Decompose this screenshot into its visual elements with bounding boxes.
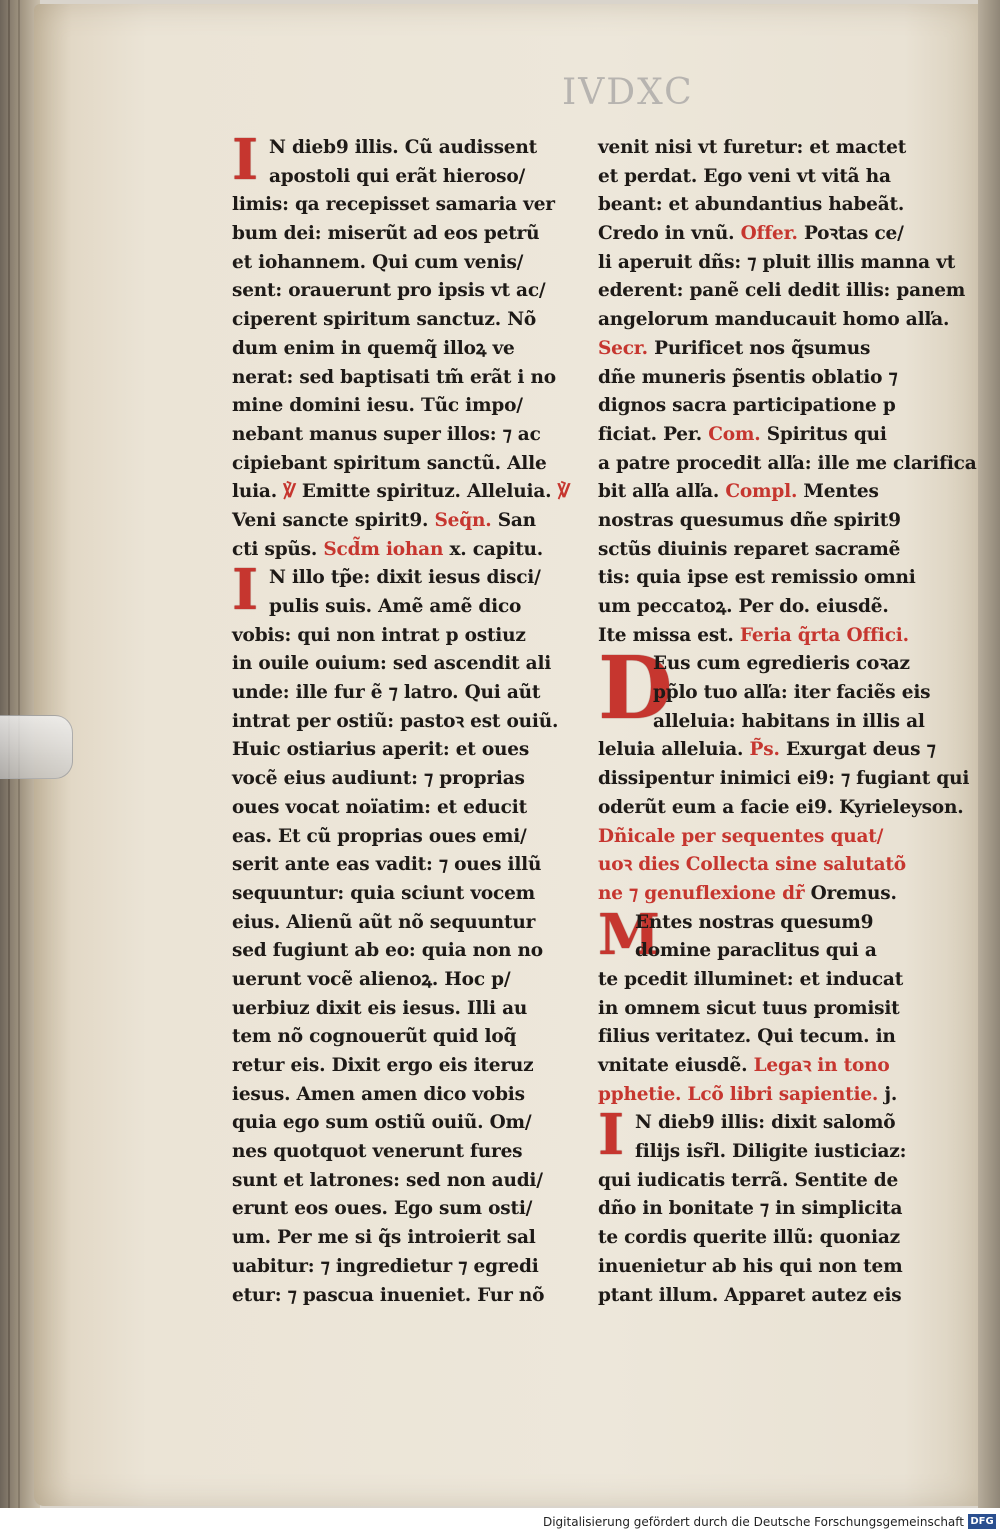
body-text: dissipentur inimici ei9: ⁊ fugiant qui (598, 768, 970, 790)
body-text: sctũs diuinis reparet sacramẽ (598, 538, 901, 560)
body-text: etur: ⁊ pascua inueniet. Fur nõ (232, 1284, 545, 1306)
text-line (232, 622, 572, 651)
text-line (232, 1052, 572, 1081)
text-line (232, 1224, 572, 1253)
body-text: Mentes (797, 481, 879, 503)
text-line (598, 163, 938, 192)
text-line (598, 1052, 938, 1081)
text-line (232, 679, 572, 708)
text-line (232, 880, 572, 909)
text-column-left (232, 127, 572, 1310)
text-line (232, 450, 572, 479)
text-line (232, 1282, 572, 1311)
body-text: vnitate eiusdẽ. (598, 1055, 754, 1076)
body-text: te cordis querite illũ: quoniaz (598, 1227, 900, 1249)
body-text: qui iudicatis terrã. Sentite de (598, 1169, 899, 1191)
text-line (232, 708, 572, 737)
text-line (232, 1195, 572, 1224)
body-text: x. capitu. (443, 538, 544, 560)
page-marker-tab (0, 715, 73, 779)
text-line (232, 220, 572, 249)
text-line (232, 593, 572, 622)
body-text: eius. Alienũ aũt nõ sequuntur (232, 911, 536, 933)
body-text: serit ante eas vadit: ⁊ oues illũ (232, 854, 542, 876)
body-text: et iohannem. Qui cum venis/ (232, 251, 524, 273)
text-line (232, 249, 572, 278)
text-line (598, 392, 938, 421)
body-text: dñe muneris p̃sentis oblatio ⁊ (598, 366, 898, 388)
drop-initial: I (232, 127, 259, 193)
body-text: tis: quia ipse est remissio omni (598, 567, 916, 589)
rubric-text: P̃s. (749, 739, 780, 761)
text-line (232, 650, 572, 679)
text-line (232, 191, 572, 220)
text-line (598, 937, 938, 966)
body-text: dño in bonitate ⁊ in simplicita (598, 1198, 903, 1220)
body-text: filius veritatez. Qui tecum. in (598, 1026, 896, 1048)
rubric-text: Offer. (740, 223, 798, 245)
text-line (598, 794, 964, 823)
body-text: alleluia: habitans in illis al (653, 710, 925, 732)
body-text: dignos sacra participatione p (598, 395, 896, 417)
text-line (232, 392, 572, 421)
body-text: cti spũs. (232, 538, 324, 560)
text-line (598, 622, 938, 651)
body-text: cipiebant spiritum sanctũ. Alle (232, 452, 547, 474)
body-text: j. (878, 1083, 898, 1105)
text-line (598, 277, 966, 306)
body-text: venit nisi vt furetur: et mactet (598, 137, 907, 158)
body-text: Emitte spirituz. Alleluia. (295, 481, 558, 503)
body-text: bum dei: miserũt ad eos petrũ (232, 223, 540, 245)
text-line (232, 823, 572, 852)
body-text: Eus cum egredieris coꝛaz (653, 653, 910, 675)
text-line (598, 450, 977, 479)
body-text: inuenietur ab his qui non tem (598, 1255, 903, 1277)
text-line (598, 1023, 938, 1052)
text-line (232, 1109, 572, 1138)
body-text: intrat per ostiũ: pastoꝛ est ouiũ. (232, 710, 559, 732)
text-line (232, 851, 572, 880)
text-line (598, 909, 938, 938)
rubric-text: Scd̃m iohan (323, 538, 444, 560)
text-line (598, 966, 938, 995)
text-line (598, 995, 938, 1024)
text-line (232, 1081, 572, 1110)
body-text: Poꝛtas ce/ (797, 223, 904, 245)
text-line (232, 1167, 572, 1196)
text-line (598, 1138, 938, 1167)
text-line (232, 995, 572, 1024)
body-text: erunt eos oues. Ego sum osti/ (232, 1198, 533, 1220)
text-line (598, 507, 938, 536)
body-text: vocẽ eius audiunt: ⁊ proprias (232, 768, 525, 790)
body-text: Credo in vnũ. (598, 223, 741, 245)
text-line (598, 536, 938, 565)
body-text: bit alľa alľa. (598, 481, 726, 503)
text-line (598, 765, 970, 794)
body-text: quia ego sum ostiũ ouiũ. Om/ (232, 1112, 532, 1134)
body-text: Veni sancte spirit9. (232, 509, 435, 531)
book-edge-right (978, 0, 1000, 1508)
body-text: apostoli qui erãt hieroso/ (269, 165, 526, 187)
body-text: vobis: qui non intrat p ostiuz (232, 624, 526, 646)
text-line (598, 1081, 938, 1110)
body-text: in ouile ouium: sed ascendit ali (232, 653, 552, 675)
body-text: San (491, 509, 536, 531)
body-text: ederent: panẽ celi dedit illis: panem (598, 280, 966, 302)
body-text: um. Per me si q̃s introierit sal (232, 1227, 536, 1249)
body-text: eas. Et cũ proprias oues emi/ (232, 825, 527, 847)
rubric-text: Secr. (598, 337, 648, 359)
text-line (598, 335, 938, 364)
body-text: ptant illum. Apparet autez eis (598, 1284, 902, 1306)
text-line (232, 1253, 572, 1282)
text-line (232, 335, 572, 364)
body-text: a patre procedit alľa: ille me clarifica (598, 452, 977, 474)
body-text: unde: ille fur ẽ ⁊ latro. Qui aũt (232, 682, 541, 704)
rubric-text: Dñicale per sequentes quat/ (598, 825, 884, 847)
body-text: um peccatoꝝ. Per do. eiusdẽ. (598, 596, 889, 617)
rubric-text: Com. (708, 423, 761, 445)
body-text: beant: et abundantius habeãt. (598, 194, 905, 216)
body-text: pp̃lo tuo alľa: iter faciẽs eis (653, 682, 931, 704)
text-line (232, 794, 572, 823)
body-text: luia. (232, 481, 284, 503)
rubric-text: uoꝛ dies Collecta sine salutatõ (598, 854, 906, 876)
body-text: uabitur: ⁊ ingredietur ⁊ egredi (232, 1255, 539, 1277)
text-line (598, 249, 956, 278)
text-line (598, 564, 938, 593)
text-line (598, 478, 938, 507)
body-text: nes quotquot venerunt fures (232, 1141, 523, 1163)
body-text: Entes nostras quesum9 (635, 911, 874, 933)
text-line (232, 478, 572, 507)
body-text: tem nõ cognouerũt quid loq̃ (232, 1026, 517, 1048)
body-text: te pcedit illuminet: et inducat (598, 968, 904, 990)
drop-initial: D (598, 638, 673, 740)
text-line (598, 220, 938, 249)
text-line (232, 909, 572, 938)
body-text: leluia alleluia. (598, 739, 750, 761)
drop-initial: I (232, 557, 259, 624)
body-text: sent: orauerunt pro ipsis vt ac/ (232, 280, 546, 302)
body-text: angelorum manducauit homo alľa. (598, 309, 950, 331)
body-text: nostras quesumus dñe spirit9 (598, 509, 901, 531)
text-line (232, 507, 572, 536)
text-line (598, 1224, 938, 1253)
body-text: Exurgat deus ⁊ (779, 739, 936, 761)
text-line (598, 1167, 938, 1196)
body-text: domine paraclitus qui a (635, 940, 877, 962)
body-text: limis: qa recepisset samaria ver (232, 194, 555, 216)
text-line (232, 536, 572, 565)
body-text: sed fugiunt ab eo: quia non no (232, 940, 543, 962)
rubric-text: Feria q̃rta Offici. (739, 624, 909, 646)
text-line (598, 851, 938, 880)
text-line (232, 736, 572, 765)
text-line (598, 421, 938, 450)
text-line (232, 134, 572, 163)
body-text: N illo tp̃e: dixit iesus disci/ (269, 567, 541, 589)
text-line (232, 1023, 572, 1052)
text-line (232, 364, 572, 393)
body-text: nebant manus super illos: ⁊ ac (232, 423, 541, 445)
body-text: li aperuit dñs: ⁊ pluit illis manna vt (598, 251, 956, 273)
text-line (598, 880, 938, 909)
body-text: Purificet nos q̃sumus (647, 337, 871, 359)
body-text: Spiritus qui (760, 423, 887, 445)
text-line (598, 1195, 938, 1224)
text-line (598, 364, 938, 393)
drop-initial: I (598, 1102, 625, 1169)
text-line (598, 593, 938, 622)
body-text: dum enim in quemq̃ illoꝝ ve (232, 337, 515, 359)
body-text: ciperent spiritum sanctuz. Nõ (232, 309, 537, 331)
body-text: Huic ostiarius aperit: et oues (232, 739, 530, 761)
text-line (598, 736, 938, 765)
body-text: oues vocat noïatim: et educit (232, 796, 527, 818)
text-line (232, 421, 572, 450)
body-text: sunt et latrones: sed non audi/ (232, 1169, 543, 1191)
text-line (598, 1253, 938, 1282)
body-text: iesus. Amen amen dico vobis (232, 1083, 525, 1105)
text-line (598, 306, 950, 335)
text-line (232, 277, 572, 306)
text-line (598, 823, 938, 852)
body-text: mine domini iesu. Tũc impo/ (232, 395, 523, 417)
rubric-text: pphetie. Lcõ libri sapientie. (598, 1083, 879, 1105)
text-line (232, 1138, 572, 1167)
body-text: pulis suis. Amẽ amẽ dico (269, 596, 522, 617)
body-text: retur eis. Dixit ergo eis iteruz (232, 1055, 534, 1076)
text-line (232, 937, 572, 966)
dfg-logo: DFG (968, 1514, 996, 1529)
body-text: uerbiuz dixit eis iesus. Illi au (232, 997, 528, 1019)
drop-initial: M (598, 901, 660, 968)
text-line (598, 191, 938, 220)
text-column-right (598, 134, 977, 1310)
body-text: oderũt eum a facie ei9. Kyrieleyson. (598, 796, 964, 818)
body-text: filijs isr̃l. Diligite iusticiaz: (635, 1141, 907, 1163)
body-text: et perdat. Ego veni vt vitã ha (598, 165, 891, 187)
rubric-text: Legaꝛ in tono (753, 1055, 890, 1076)
body-text: ficiat. Per. (598, 423, 709, 445)
body-text: Oremus. (804, 882, 897, 904)
body-text: N dieb9 illis. Cũ audissent (269, 137, 537, 158)
body-text: uerunt vocẽ alienoꝝ. Hoc p/ (232, 968, 511, 990)
rubric-text: ℣ (557, 481, 571, 503)
body-text: nerat: sed baptisati tm̃ erãt i no (232, 366, 556, 388)
rubric-text: Compl. (725, 481, 798, 503)
body-text: in omnem sicut tuus promisit (598, 997, 900, 1019)
text-line (232, 564, 572, 593)
body-text: N dieb9 illis: dixit salomõ (635, 1112, 896, 1134)
text-line (232, 306, 572, 335)
body-text: sequuntur: quia sciunt vocem (232, 882, 536, 904)
text-line (232, 163, 572, 192)
text-line (232, 765, 572, 794)
text-line (598, 1109, 938, 1138)
text-line (598, 134, 938, 163)
rubric-text: Seq̃n. (434, 509, 492, 531)
rubric-text: ℣ (283, 481, 296, 503)
body-text: Ite missa est. (598, 624, 740, 646)
footer-bar (0, 1508, 1000, 1537)
text-line (232, 966, 572, 995)
funding-credit: Digitalisierung gefördert durch die Deutsche Forschungsgemeinschaft (542, 1515, 964, 1529)
text-line (598, 1282, 938, 1311)
rubric-text: ne ⁊ genuflexione dr̃ (598, 882, 805, 904)
folio-number: IVDXC (562, 72, 694, 113)
